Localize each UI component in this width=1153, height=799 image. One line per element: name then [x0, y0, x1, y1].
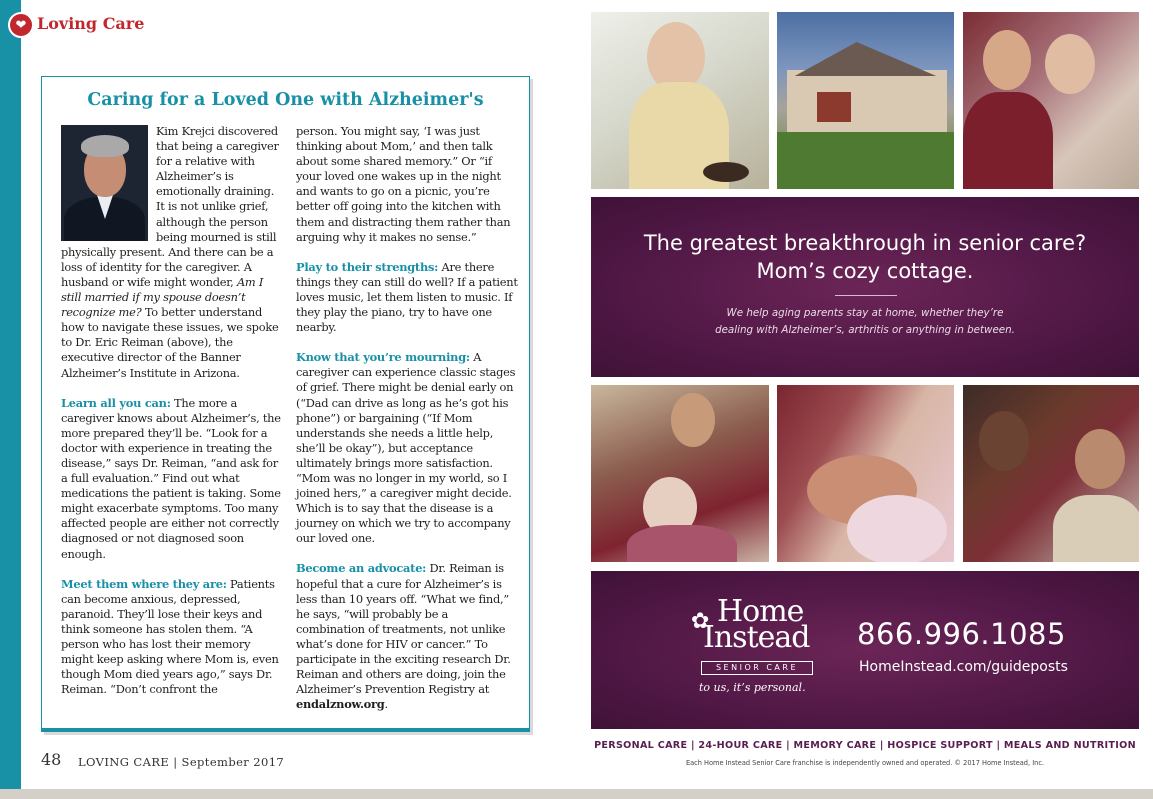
ad-photo-holding-hands	[777, 385, 954, 562]
heart-icon: ❤	[8, 12, 34, 38]
registry-link[interactable]: endalznow.org	[296, 697, 385, 712]
ad-headline-line: The greatest breakthrough in senior care?	[643, 231, 1087, 255]
ad-headline-banner	[591, 197, 1139, 377]
intro-italic: Am I still married if my spouse doesn’t recognize me?	[61, 274, 264, 320]
paragraph-text: Are there things they can still do well? If a patient loves music, let them listen to music. If they play the piano, try to have one nearby.	[296, 259, 518, 335]
logo-tagline: to us, it’s personal.	[699, 681, 806, 694]
ad-headline	[591, 229, 1139, 285]
paragraph-text: Patients can become anxious, depressed, paranoid. They’ll lose their keys and think someone has stolen them. “A person who has lost their memory might keep asking where Mom is, even though Mom died years ago,” says Dr. Reiman. “Don’t confront the	[61, 576, 279, 697]
article-box	[41, 76, 530, 732]
ad-contact-banner	[591, 571, 1139, 729]
logo-subtitle: SENIOR CARE	[701, 661, 813, 675]
subhead: Know that you’re mourning:	[296, 350, 470, 365]
ad-photo-cooking	[591, 12, 769, 189]
page-bottom-edge	[0, 789, 1153, 799]
logo-wordmark: Home	[717, 594, 804, 629]
paragraph	[296, 260, 520, 335]
paragraph-end: .	[384, 697, 388, 712]
logo-wordmark: Instead	[703, 620, 810, 655]
ad-subtext-line: We help aging parents stay at home, whether they’re	[726, 307, 1004, 319]
page-edge-bar	[0, 0, 21, 799]
intro-text: Kim Krejci discovered that being a caregiver for a relative with Alzheimer’s is emotionally draining. It is not unlike grief, although the person being mourned is still physically present. And there can be a loss of identity for the caregiver. A husband or wife might wonder,	[61, 124, 279, 289]
subhead: Play to their strengths:	[296, 259, 439, 274]
subhead: Meet them where they are:	[61, 576, 227, 591]
portrait-photo	[61, 125, 148, 241]
ad-website-link[interactable]: HomeInstead.com/guideposts	[859, 659, 1068, 675]
ad-subtext	[591, 305, 1139, 339]
paragraph-text: Dr. Reiman is hopeful that a cure for Alzheimer’s is less than 10 years off. “What we find,” he says, “will probably be a combination of treatments, not unlike what’s done for HIV or cancer.” To participate in the exciting research Dr. Reiman and others are doing, join the Alzheimer’s Prevention Registry at	[296, 561, 511, 697]
paragraph	[296, 124, 520, 245]
subhead: Learn all you can:	[61, 395, 171, 410]
paragraph	[296, 350, 520, 546]
page-number: 48	[41, 750, 62, 769]
ad-subtext-line: dealing with Alzheimer’s, arthritis or anything in between.	[715, 324, 1015, 336]
ad-phone-number[interactable]: 866.996.1085	[857, 617, 1066, 651]
ad-disclaimer: Each Home Instead Senior Care franchise is independently owned and operated. © 2017 Home Instead, Inc.	[685, 759, 1045, 767]
paragraph	[296, 561, 520, 712]
ad-photo-laughing	[963, 385, 1139, 562]
paragraph-text: A caregiver can experience classic stages of grief. There might be denial early on (“Dad can drive as long as he’s got his phone”) or bargaining (“If Mom understands she needs a little help, she’ll be okay”), but acceptance ultimately brings more satisfaction. “Mom was no longer in my world, so I joined hers,” a caregiver might decide. Which is to say that the disease is a journey on which we try to accompany our loved one.	[296, 350, 516, 546]
flower-logo-icon: ✿	[691, 609, 710, 634]
ad-services-list: PERSONAL CARE | 24-HOUR CARE | MEMORY CARE | HOSPICE SUPPORT | MEALS AND NUTRITION	[594, 740, 1136, 751]
ad-headline-line: Mom’s cozy cottage.	[756, 259, 974, 283]
section-name: Loving Care	[37, 14, 145, 33]
ad-photo-house	[777, 12, 954, 189]
subhead: Become an advocate:	[296, 561, 427, 576]
folio-text: LOVING CARE | September 2017	[78, 755, 285, 769]
ad-photo-hair-care	[591, 385, 769, 562]
ad-divider	[835, 295, 897, 296]
paragraph-text: person. You might say, ‘I was just thinking about Mom,’ and then talk about some shared memory.” Or “if your loved one wakes up in the night and wants to go on a picnic, you’re better off going into the kitchen with them and distracting them rather than arguing why it makes no sense.”	[296, 124, 511, 244]
article-column-2	[296, 124, 520, 727]
article-title: Caring for a Loved One with Alzheimer's	[87, 90, 484, 110]
paragraph	[61, 396, 281, 562]
paragraph	[61, 577, 281, 698]
paragraph-text: The more a caregiver knows about Alzheimer’s, the more prepared they’ll be. “Look for a doctor with experience in treating the disease,” says Dr. Reiman, “and ask for a full evaluation.” Find out what medications the patient is taking. Some might exacerbate symptoms. Too many affected people are either not correctly diagnosed or not diagnosed soon enough.	[61, 395, 281, 561]
right-page-ad	[577, 0, 1153, 799]
ad-photo-caregiver-hug	[963, 12, 1139, 189]
article-column-1	[61, 124, 281, 712]
intro-text-end: To better understand how to navigate these issues, we spoke to Dr. Eric Reiman (above), the executive director of the Banner Alzheimer’s Institute in Arizona.	[61, 305, 279, 380]
